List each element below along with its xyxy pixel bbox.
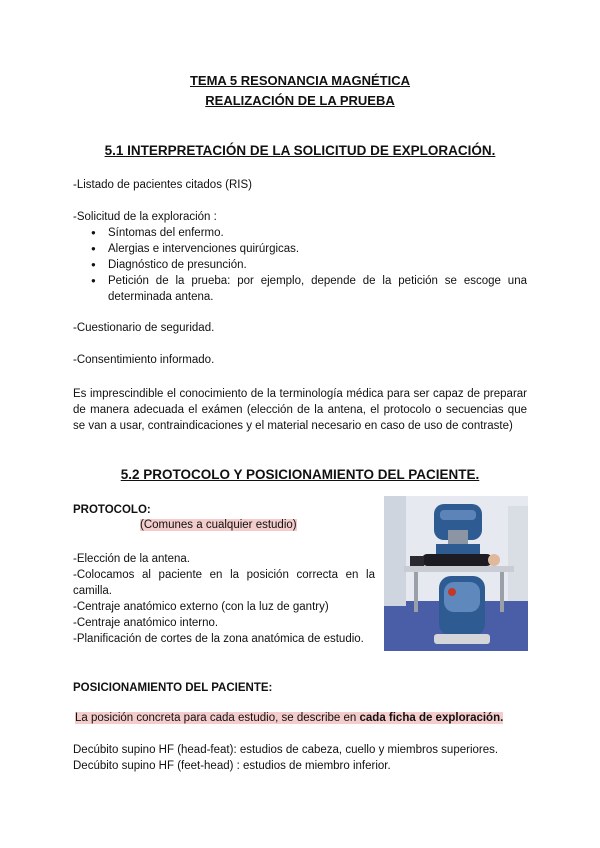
terminology-paragraph: Es imprescindible el conocimiento de la terminología médica para ser capaz de preparar de manera adecuada el exámen (elección de la antena, el protocolo o secuencias que se van a usar, contraindicaciones y el material necesario en caso de uso de contraste) bbox=[73, 388, 527, 432]
protocol-note bbox=[140, 519, 297, 531]
exploration-sheet-emphasis: cada ficha de exploración. bbox=[359, 712, 504, 724]
request-bullet-list bbox=[91, 225, 527, 305]
bullet-item: ● Petición de la prueba: por ejemplo, depende de la petición se escoge una determinada antena. bbox=[91, 273, 527, 305]
positioning-note-highlight bbox=[75, 712, 503, 724]
protocol-step: -Planificación de cortes de la zona anatómica de estudio. bbox=[73, 633, 364, 645]
document-title-line-2: REALIZACIÓN DE LA PRUEBA bbox=[205, 93, 395, 108]
protocol-step: -Elección de la antena. bbox=[73, 553, 190, 565]
decubitus-hf-head-feet: Decúbito supino HF (head-feat): estudios de cabeza, cuello y miembros superiores. bbox=[73, 744, 499, 756]
protocol-step: -Centraje anatómico externo (con la luz de gantry) bbox=[73, 601, 329, 613]
protocol-label: PROTOCOLO: bbox=[73, 504, 151, 516]
protocol-step: -Centraje anatómico interno. bbox=[73, 617, 219, 629]
bullet-item: ● Alergias e intervenciones quirúrgicas. bbox=[91, 241, 527, 257]
safety-questionnaire-item: -Cuestionario de seguridad. bbox=[73, 322, 215, 334]
section-2-heading: 5.2 PROTOCOLO Y POSICIONAMIENTO DEL PACIENTE. bbox=[120, 467, 480, 482]
informed-consent-item: -Consentimiento informado. bbox=[73, 354, 215, 366]
patient-list-item: -Listado de pacientes citados (RIS) bbox=[73, 179, 252, 191]
protocol-step: -Colocamos al paciente en la posición correcta en la camilla. bbox=[73, 569, 375, 597]
request-item: -Solicitud de la exploración : bbox=[73, 211, 217, 223]
protocol-note-highlight: (Comunes a cualquier estudio) bbox=[140, 519, 297, 531]
document-title-line-1: TEMA 5 RESONANCIA MAGNÉTICA bbox=[189, 73, 411, 88]
mri-scanner-illustration bbox=[384, 496, 528, 651]
section-1-heading: 5.1 INTERPRETACIÓN DE LA SOLICITUD DE EXPLORACIÓN. bbox=[104, 143, 496, 158]
positioning-note-text: La posición concreta para cada estudio, se describe en bbox=[75, 712, 360, 724]
bullet-item: ● Diagnóstico de presunción. bbox=[91, 257, 527, 273]
decubitus-hf-feet-head: Decúbito supino HF (feet-head) : estudios de miembro inferior. bbox=[73, 760, 391, 772]
positioning-note bbox=[75, 712, 503, 724]
positioning-label: POSICIONAMIENTO DEL PACIENTE: bbox=[73, 682, 273, 694]
mri-scanner-photo bbox=[384, 496, 528, 651]
bullet-item: ● Síntomas del enfermo. bbox=[91, 225, 527, 241]
protocol-steps bbox=[73, 551, 375, 647]
